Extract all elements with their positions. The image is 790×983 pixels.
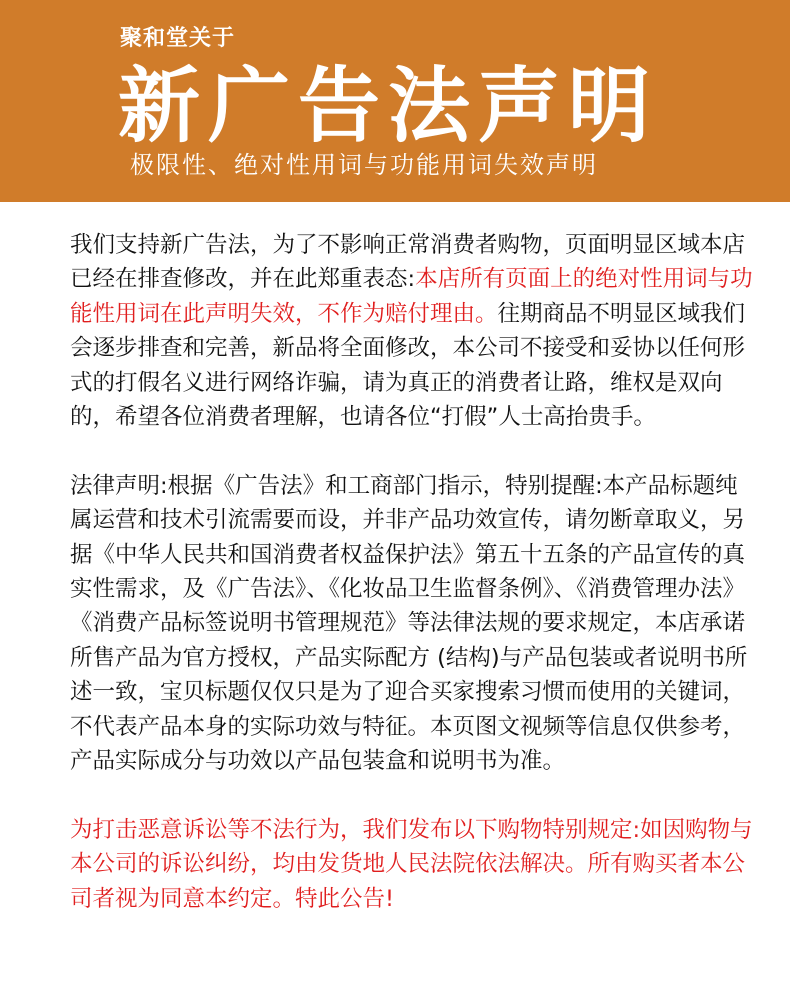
paragraph-1-tail: 往期商品不明显区域我们会逐步排查和完善，新品将全面修改，本公司不接受和妥协以任何形式的打假名义进行网络诈骗，请为真正的消费者让路，维权是双向的，希望各位消费者理解，也请各位“打假”人士高抬贵手。 <box>70 300 746 431</box>
paragraph-1-lead: 我们支持新广告法，为了不影响正常消费者购物，页面明显区域本店已经在排查修改，并在此郑重表态: <box>70 232 746 293</box>
statement-paragraph-1 <box>70 228 760 434</box>
paragraph-1-highlight: 本店所有页面上的绝对性用词与功能性用词在此声明失效，不作为赔付理由。 <box>70 266 753 327</box>
banner-title: 新广告法声明 <box>118 59 659 154</box>
header-banner <box>0 0 790 202</box>
shopping-rules-paragraph: 为打击恶意诉讼等不法行为，我们发布以下购物特别规定:如因购物与本公司的诉讼纠纷，均由发货地人民法院依法解决。所有购买者本公司者视为同意本约定。特此公告! <box>70 816 753 912</box>
legal-statement-paragraph: 法律声明:根据《广告法》和工商部门指示，特别提醒:本产品标题纯属运营和技术引流需要而设，并非产品功效宣传，请勿断章取义，另据《中华人民共和国消费者权益保护法》第五十五条的产品宣传的真实性需求，及《广告法》、《化妆品卫生监督条例》、《消费管理办法》《消费产品标签说明书管理规范》等法律法规的要求规定，本店承诺所售产品为官方授权，产品实际配方 (结构)与产品包装或者说明书所述一致，宝贝标题仅仅只是为了迎合买家搜索习惯而使用的关键词，不代表产品本身的实际功效与特征。本页图文视频等信息仅供参考，产品实际成分与功效以产品包装盒和说明书为准。 <box>70 472 748 775</box>
banner-pre-title: 聚和堂关于 <box>120 26 236 51</box>
statement-body <box>70 228 760 916</box>
banner-subtitle: 极限性、绝对性用词与功能用词失效声明 <box>130 151 598 179</box>
